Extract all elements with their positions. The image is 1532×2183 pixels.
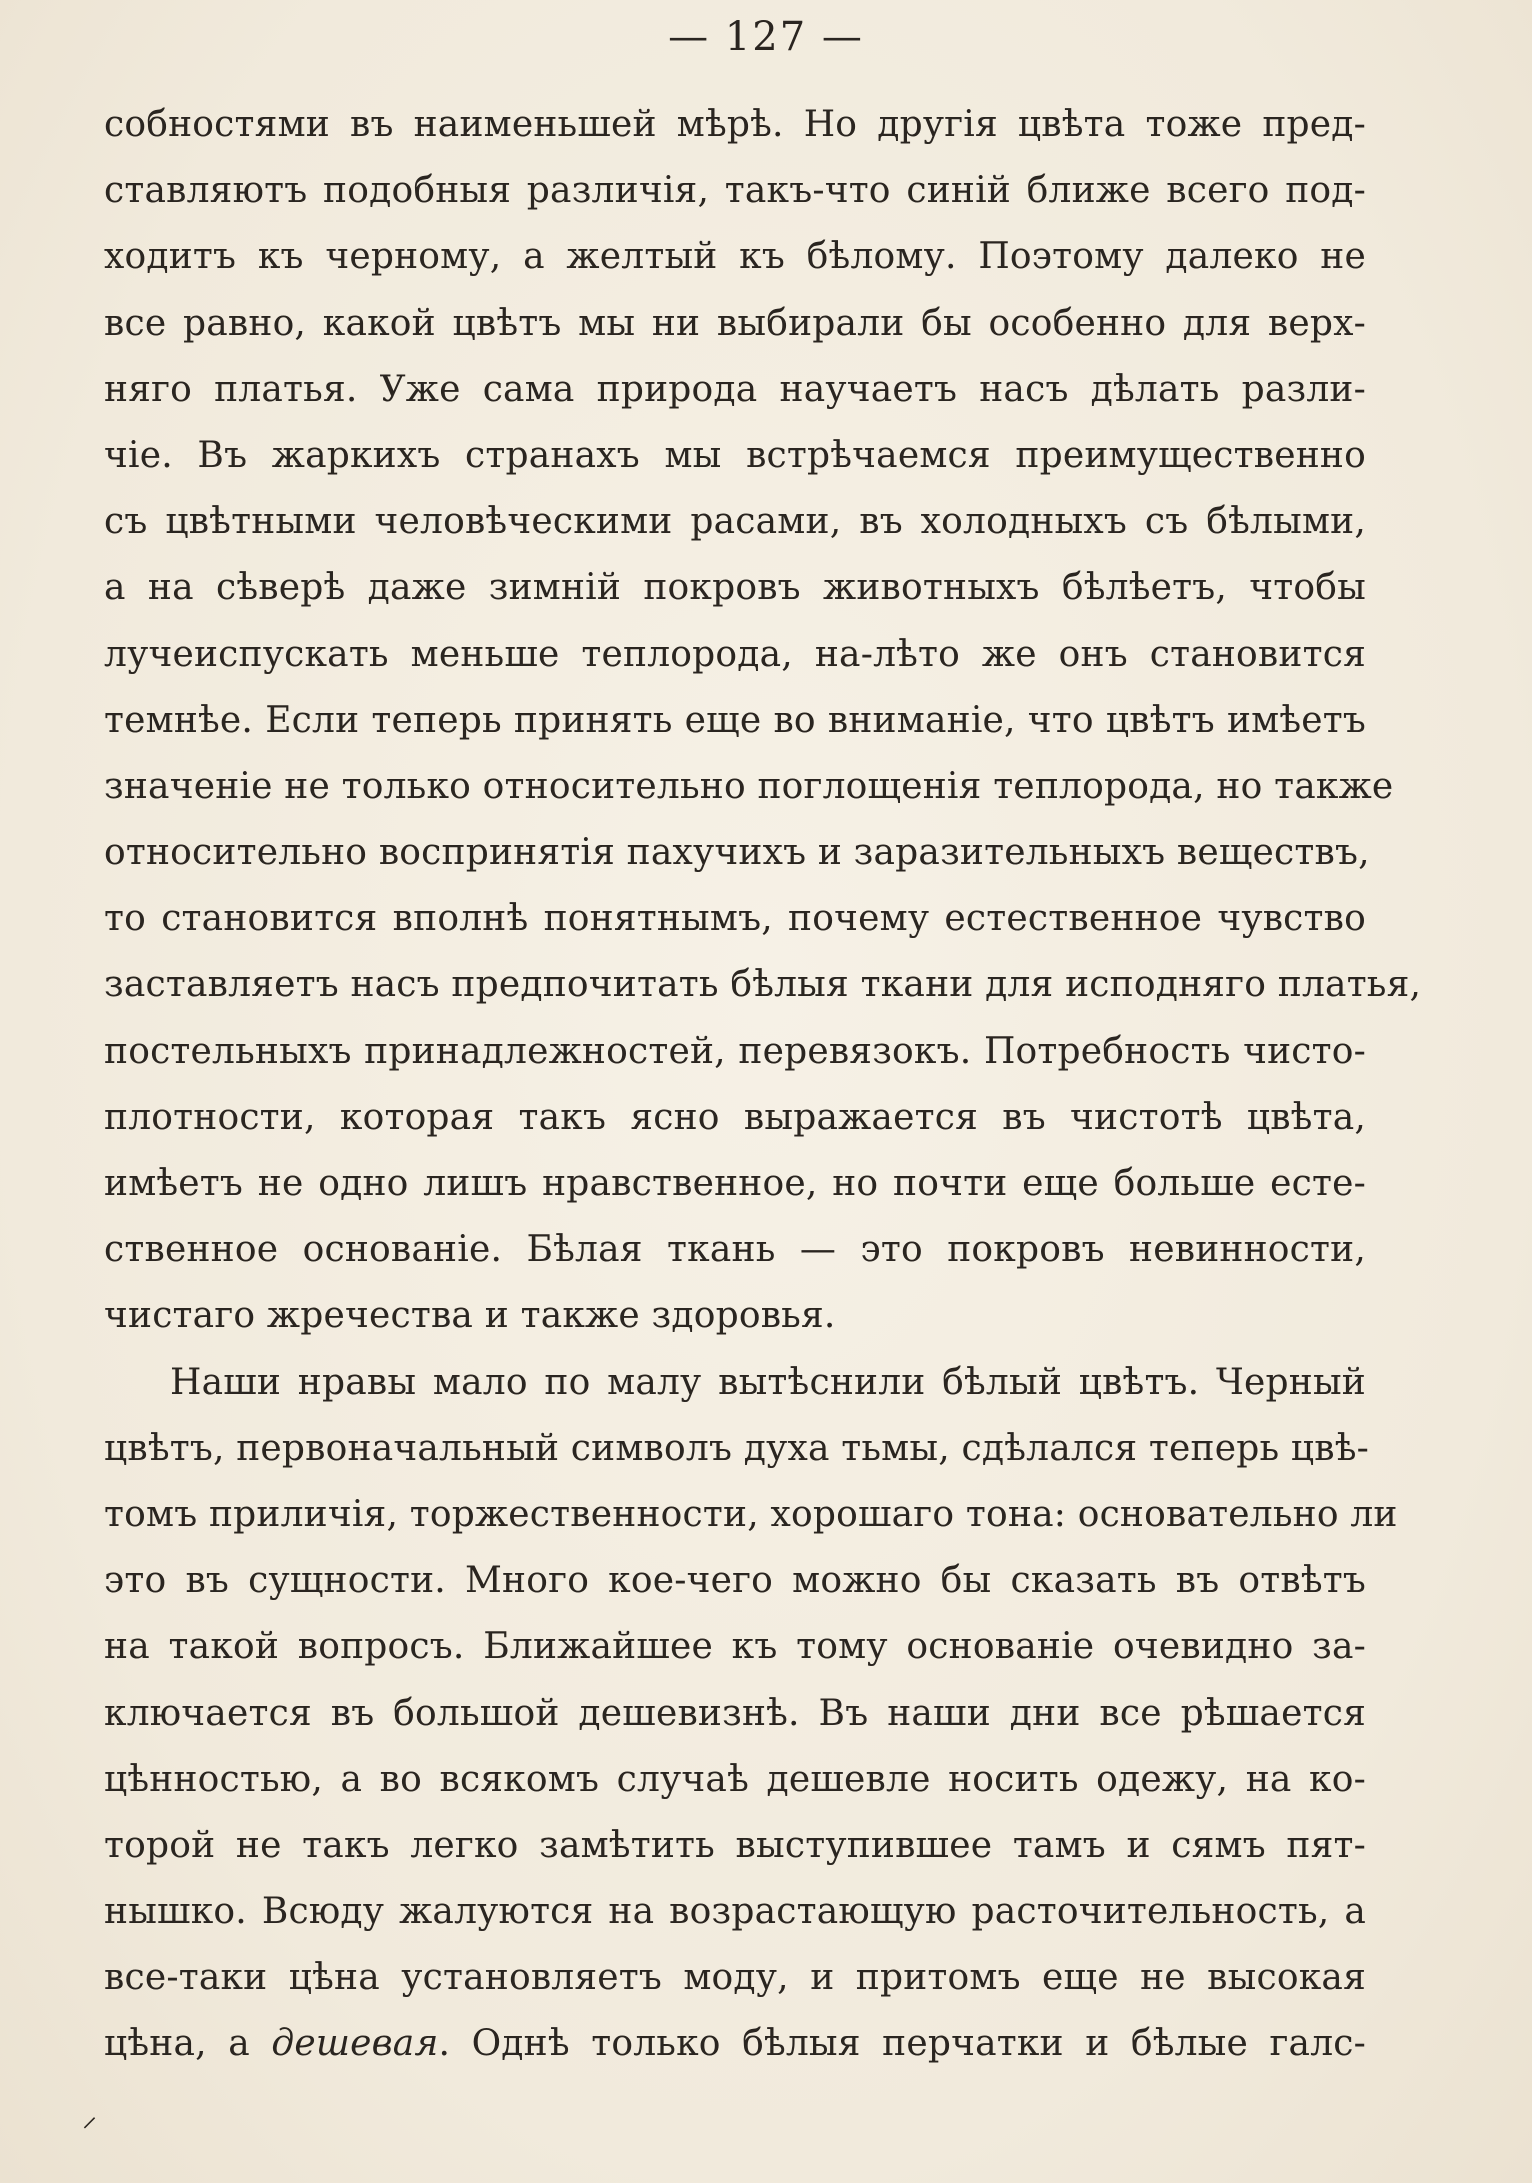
text-line: цѣнностью, а во всякомъ случаѣ дешевле носить одежу, на ко- xyxy=(104,1758,1366,1800)
text-line: это въ сущности. Много кое-чего можно бы сказать въ отвѣтъ xyxy=(104,1560,1366,1602)
paragraph-end-line: чистаго жречества и также здоровья. xyxy=(104,1295,836,1337)
text-line: ставляютъ подобныя различія, такъ-что синій ближе всего под- xyxy=(104,170,1366,212)
paragraph-start-line: Наши нравы мало по малу вытѣснили бѣлый цвѣтъ. Черный xyxy=(170,1361,1366,1403)
text-line: съ цвѣтными человѣческими расами, въ холодныхъ съ бѣлыми, xyxy=(104,501,1366,543)
body-text xyxy=(104,92,1422,2078)
text-line: нышко. Всюду жалуются на возрастающую расточительность, а xyxy=(104,1891,1366,1933)
margin-mark: ⸝ xyxy=(82,2099,97,2134)
final-line-start: цѣна, а xyxy=(104,2023,272,2065)
text-line: имѣетъ не одно лишъ нравственное, но почти еще больше есте- xyxy=(104,1163,1366,1204)
text-line: на такой вопросъ. Ближайшее къ тому основаніе очевидно за- xyxy=(104,1626,1366,1668)
text-line: цвѣтъ, первоначальный символъ духа тьмы, сдѣлался теперь цвѣ- xyxy=(104,1427,1369,1469)
text-line: относительно воспринятія пахучихъ и заразительныхъ веществъ, xyxy=(104,832,1370,874)
page-number: — 127 — xyxy=(668,14,864,60)
text-line: то становится вполнѣ понятнымъ, почему естественное чувство xyxy=(104,898,1366,940)
text-line: ственное основаніе. Бѣлая ткань — это покровъ невинности, xyxy=(104,1229,1366,1271)
final-line-end: . Однѣ только бѣлыя перчатки и бѣлые галс- xyxy=(438,2023,1366,2065)
final-text-line xyxy=(104,2011,1366,2077)
text-line: темнѣе. Если теперь принять еще во вниманіе, что цвѣтъ имѣетъ xyxy=(104,699,1366,741)
text-line: лучеиспускать меньше теплорода, на-лѣто же онъ становится xyxy=(104,633,1366,675)
text-line: постельныхъ принадлежностей, перевязокъ. Потребность чисто- xyxy=(104,1030,1366,1072)
text-line: значеніе не только относительно поглощенія теплорода, но также xyxy=(104,765,1394,807)
text-line: няго платья. Уже сама природа научаетъ насъ дѣлать разли- xyxy=(104,368,1366,410)
text-line: а на сѣверѣ даже зимній покровъ животныхъ бѣлѣетъ, чтобы xyxy=(104,567,1366,609)
italic-word: дешевая xyxy=(271,2023,439,2065)
text-line: ключается въ большой дешевизнѣ. Въ наши дни все рѣшается xyxy=(104,1692,1366,1734)
text-line: все-таки цѣна установляетъ моду, и притомъ еще не высокая xyxy=(104,1957,1366,1999)
text-line: томъ приличія, торжественности, хорошаго тона: основательно ли xyxy=(104,1493,1398,1535)
text-line: чіе. Въ жаркихъ странахъ мы встрѣчаемся преимущественно xyxy=(104,434,1366,476)
text-line: собностями въ наименьшей мѣрѣ. Но другія цвѣта тоже пред- xyxy=(104,104,1366,145)
text-line: ходитъ къ черному, а желтый къ бѣлому. Поэтому далеко не xyxy=(104,236,1366,278)
text-line: все равно, какой цвѣтъ мы ни выбирали бы особенно для верх- xyxy=(104,302,1366,344)
text-line: заставляетъ насъ предпочитать бѣлыя ткани для исподняго платья, xyxy=(104,964,1422,1006)
text-line: торой не такъ легко замѣтить выступившее тамъ и сямъ пят- xyxy=(104,1824,1366,1866)
text-line: плотности, которая такъ ясно выражается въ чистотѣ цвѣта, xyxy=(104,1096,1366,1138)
